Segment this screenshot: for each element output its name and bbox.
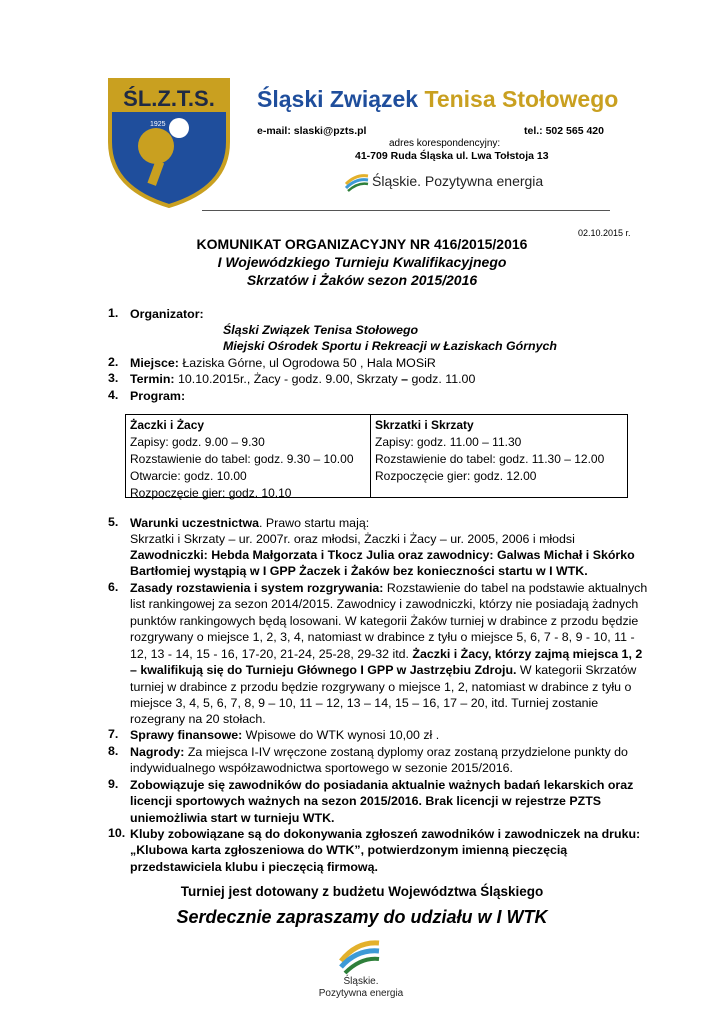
section-6-line xyxy=(130,662,636,679)
document-title: KOMUNIKAT ORGANIZACYJNY NR 416/2015/2016 xyxy=(196,236,528,252)
section-1-label: Organizator: xyxy=(130,307,204,321)
section-8-number: 8. xyxy=(108,744,119,758)
section-6 xyxy=(130,580,647,597)
section-10-line: „Klubowa karta zgłoszeniowa do WTK”, potwierdzonym imienną pieczęcią xyxy=(130,843,568,857)
section-6-line xyxy=(130,646,642,663)
section-8 xyxy=(130,744,628,761)
section-5 xyxy=(130,515,369,532)
section-6-line: rozgrywany o miejsce 1, 2, 3, 4, natomiast w drabince z tyłu o miejsce 5, 6, 7 - 8, 9 - 10, 11 - xyxy=(130,630,635,644)
program-row: Rozstawienie do tabel: godz. 11.30 – 12.00 xyxy=(375,452,605,466)
section-6-number: 6. xyxy=(108,580,119,594)
logo-year: 1925 xyxy=(150,121,166,128)
section-5-line: Bartłomiej wystąpią w I GPP Żaczek i Żaków bez konieczności startu w I WTK. xyxy=(130,564,588,578)
document-subtitle-1: I Wojewódzkiego Turnieju Kwalifikacyjnego xyxy=(217,254,507,270)
section-4-label: Program: xyxy=(130,389,186,403)
slaskie-brand-bottom xyxy=(318,976,404,1000)
section-9-line: licencji sportowych ważnych na sezon 2015/2016. Brak licencji w rejestrze PZTS xyxy=(130,794,602,808)
org-name-part2: Tenisa Stołowego xyxy=(424,86,619,112)
section-6-line: rozegrany na 20 stołach. xyxy=(130,712,266,726)
funding-note: Turniej jest dotowany z budżetu Województwa Śląskiego xyxy=(180,884,544,899)
brand-line-2: Pozytywna energia xyxy=(318,988,404,999)
section-7-number: 7. xyxy=(108,727,119,741)
address: 41-709 Ruda Śląska ul. Lwa Tołstoja 13 xyxy=(355,150,549,162)
section-5-line: Zawodniczki: Hebda Małgorzata i Tkocz Julia oraz zawodnicy: Galwas Michał i Skórko xyxy=(130,548,635,562)
program-row: Otwarcie: godz. 10.00 xyxy=(130,469,247,483)
section-3-label: Termin: xyxy=(130,372,175,386)
section-5-line: Skrzatki i Skrzaty – ur. 2007r. oraz młodsi, Żaczki i Żacy – ur. 2005, 2006 i młodsi xyxy=(130,532,575,546)
section-3-text-b: godz. 11.00 xyxy=(408,372,476,386)
program-head-skrzaty: Skrzatki i Skrzaty xyxy=(375,418,474,432)
section-9-number: 9. xyxy=(108,777,119,791)
section-9-line: Zobowiązuje się zawodników do posiadania aktualnie ważnych badań lekarskich oraz xyxy=(130,778,634,792)
section-5-intro: . Prawo startu mają: xyxy=(258,516,370,530)
section-6-line: punktów rankingowych będą losowani. W kategorii Żaków turniej w drabince z przodu będzie xyxy=(130,614,639,628)
section-3-text-a: 10.10.2015r., Żacy - godz. 9.00, Skrzaty xyxy=(174,372,402,386)
slaskie-swoosh-icon xyxy=(335,935,385,975)
section-2 xyxy=(130,355,436,372)
program-row: Rozpoczęcie gier: godz. 10.10 xyxy=(130,486,292,500)
section-10-line: Kluby zobowiązane są do dokonywania zgłoszeń zawodników i zawodniczek na druku: xyxy=(130,827,641,841)
section-10-line: przedstawiciela klubu i pieczęcią firmową. xyxy=(130,860,378,874)
section-10-number: 10. xyxy=(108,826,126,840)
brand-line-1: Śląskie. xyxy=(343,976,379,987)
section-6-label: Zasady rozstawienia i system rozgrywania: xyxy=(130,581,384,595)
section-8-line: Za miejsca I-IV wręczone zostaną dyplomy oraz zostaną przydzielone punkty do xyxy=(184,745,628,759)
slaskie-brand: Śląskie. Pozytywna energia xyxy=(372,173,544,189)
header-divider xyxy=(202,210,610,211)
section-9-line: uniemożliwia start w turnieju WTK. xyxy=(130,811,335,825)
organizer-2: Miejski Ośrodek Sportu i Rekreacji w Łaziskach Górnych xyxy=(223,339,557,353)
section-2-label: Miejsce: xyxy=(130,356,179,370)
section-2-number: 2. xyxy=(108,355,119,369)
program-col-skrzaty xyxy=(371,415,627,497)
invitation: Serdecznie zapraszamy do udziału w I WTK xyxy=(176,907,548,927)
program-col-zaki xyxy=(126,415,371,500)
section-1-number: 1. xyxy=(108,306,119,320)
org-name-part1: Śląski Związek xyxy=(257,86,425,112)
section-6-qualify: – kwalifikują się do Turnieju Głównego I GPP w Jastrzębiu Zdroju. xyxy=(130,663,517,677)
section-2-text: Łaziska Górne, ul Ogrodowa 50 , Hala MOSiR xyxy=(178,356,436,370)
section-4-number: 4. xyxy=(108,388,119,402)
section-3 xyxy=(130,371,475,388)
organizer-1: Śląski Związek Tenisa Stołowego xyxy=(223,323,419,337)
pzts-logo xyxy=(106,76,232,208)
document-date: 02.10.2015 r. xyxy=(578,228,631,238)
logo-text: ŚL.Z.T.S. xyxy=(123,86,215,111)
section-6-line-a: 12, 13 - 14, 15 - 16, 17-20, 21-24, 25-28, 29-32 itd. xyxy=(130,647,413,661)
section-6-line: Rozstawienie do tabel na podstawie aktualnych xyxy=(383,581,648,595)
section-6-line: list rankingowej za sezon 2014/2015. Zawodnicy i zawodniczki, którzy nie posiadają żadnych xyxy=(130,597,639,611)
program-row: Zapisy: godz. 11.00 – 11.30 xyxy=(375,435,522,449)
section-6-line: turniej w drabince z przodu będzie rozgrywany o miejsce 1, 2, natomiast w drabince z tyłu o xyxy=(130,680,632,694)
section-7-label: Sprawy finansowe: xyxy=(130,728,243,742)
address-label: adres korespondencyjny: xyxy=(389,138,501,149)
section-3-number: 3. xyxy=(108,371,119,385)
section-8-label: Nagrody: xyxy=(130,745,185,759)
phone: tel.: 502 565 420 xyxy=(524,125,604,137)
section-6-line-b: Żaczki i Żacy, którzy zajmą miejsca 1, 2 xyxy=(412,647,643,661)
program-table xyxy=(125,414,628,498)
program-head-zaki: Żaczki i Żacy xyxy=(130,418,205,432)
program-row: Rozstawienie do tabel: godz. 9.30 – 10.00 xyxy=(130,452,354,466)
section-7-text: Wpisowe do WTK wynosi 10,00 zł . xyxy=(242,728,440,742)
email[interactable]: e-mail: slaski@pzts.pl xyxy=(257,125,367,137)
slaskie-swoosh-icon xyxy=(344,170,370,192)
section-3-dash: – xyxy=(401,372,409,386)
document-subtitle-2: Skrzatów i Żaków sezon 2015/2016 xyxy=(246,272,478,288)
org-name xyxy=(257,86,618,113)
section-8-line: indywidualnego współzawodnictwa sportowego w sezonie 2015/2016. xyxy=(130,761,513,775)
section-6-line: miejsce 3, 4, 5, 6, 7, 8, 9 – 10, 11 – 12, 13 – 14, 15 – 16, 17 – 20, itd. Turniej zostanie xyxy=(130,696,599,710)
program-row: Zapisy: godz. 9.00 – 9.30 xyxy=(130,435,265,449)
section-7 xyxy=(130,727,439,744)
section-5-number: 5. xyxy=(108,515,119,529)
section-6-line-c: W kategorii Skrzatów xyxy=(516,663,637,677)
program-row: Rozpoczęcie gier: godz. 12.00 xyxy=(375,469,537,483)
section-5-label: Warunki uczestnictwa xyxy=(130,516,259,530)
